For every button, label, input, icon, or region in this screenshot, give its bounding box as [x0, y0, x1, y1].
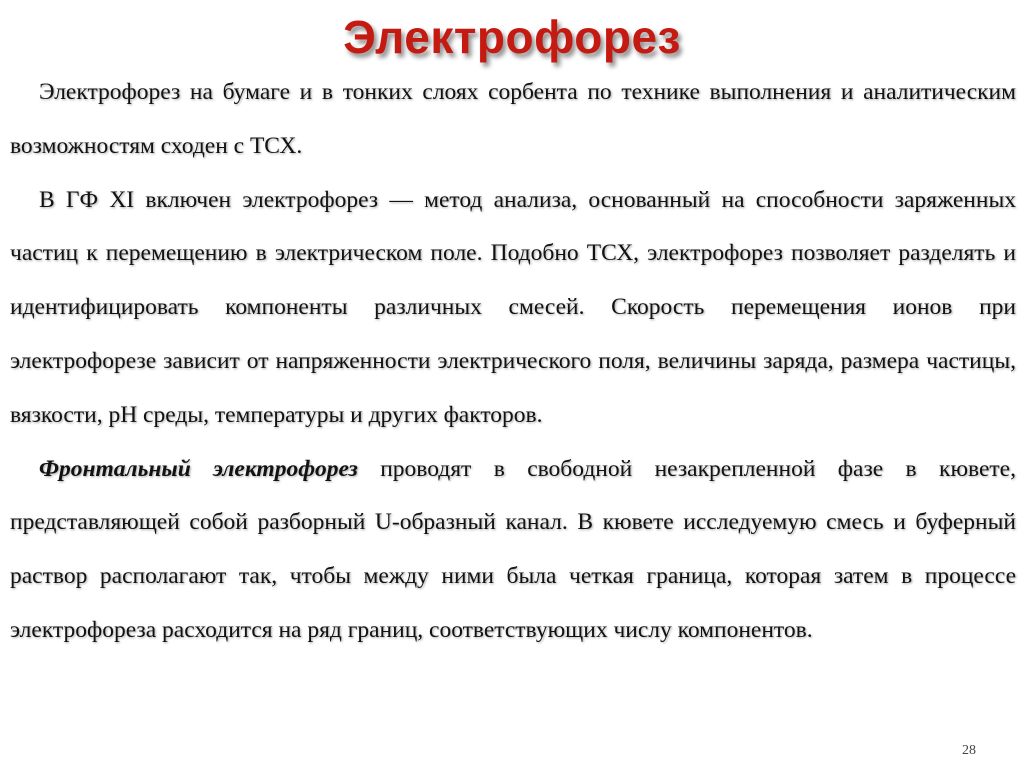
emphasized-term: Фронтальный электрофорез — [39, 455, 358, 482]
paragraph-3 — [10, 443, 1016, 658]
paragraph-1: Электрофорез на бумаге и в тонких слоях сорбента по технике выполнения и аналитическим возможностям сходен с ТСХ. — [10, 79, 1016, 159]
slide-title: Электрофорез — [343, 11, 681, 63]
slide-body — [10, 66, 1016, 658]
page-number: 28 — [962, 743, 976, 758]
paragraph-2: В ГФ XI включен электрофорез — метод анализа, основанный на способности заряженных частиц к перемещению в электрическом поле. Подобно ТСХ, электрофорез позволяет разделять и идентифицировать компоненты различных смесей. Скорость перемещения ионов при электрофорезе зависит от напряженности электрического поля, величины заряда, размера частицы, вязкости, рН среды, температуры и других факторов. — [10, 186, 1016, 428]
paragraph-3-text: проводят в свободной незакрепленной фазе в кювете, представляющей собой разборный U-образный канал. В кювете исследуемую смесь и буферный раствор располагают так, чтобы между ними была четкая граница, которая затем в процессе электрофореза расходится на ряд границ, соответствующих числу компонентов. — [10, 455, 1016, 643]
